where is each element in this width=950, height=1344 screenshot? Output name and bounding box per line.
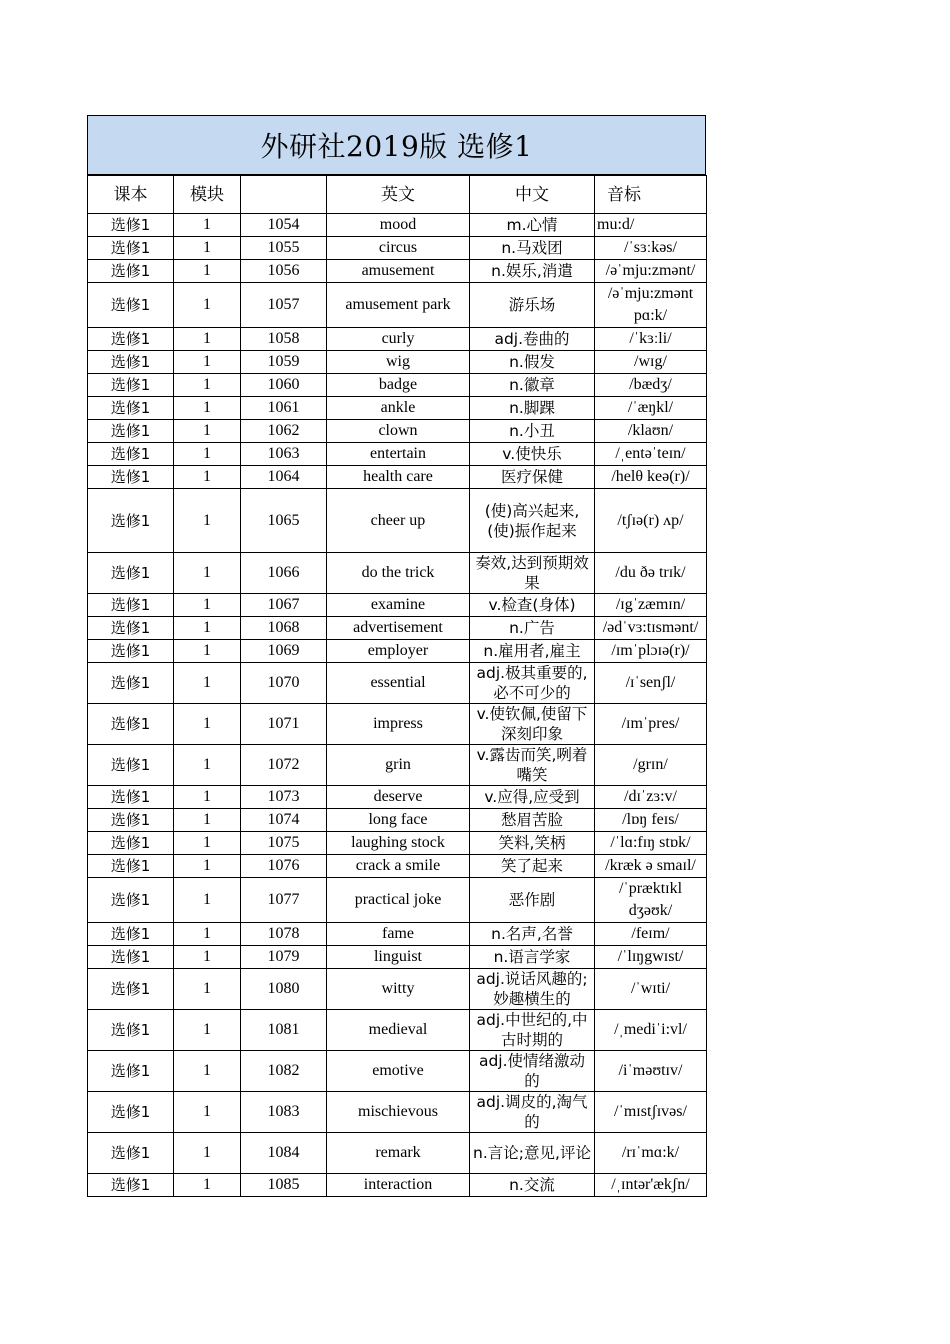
cell-module: 1 <box>174 260 241 283</box>
cell-course: 选修1 <box>88 283 174 328</box>
cell-english: curly <box>327 328 470 351</box>
cell-phonetic: /wɪg/ <box>595 351 707 374</box>
cell-id: 1073 <box>241 786 327 809</box>
cell-id: 1083 <box>241 1092 327 1133</box>
cell-course: 选修1 <box>88 640 174 663</box>
cell-course: 选修1 <box>88 663 174 704</box>
cell-chinese: n.名声,名誉 <box>470 923 595 946</box>
cell-phonetic: /klaʊn/ <box>595 420 707 443</box>
cell-course: 选修1 <box>88 745 174 786</box>
cell-course: 选修1 <box>88 704 174 745</box>
cell-id: 1076 <box>241 855 327 878</box>
table-row <box>88 328 707 351</box>
cell-id: 1080 <box>241 969 327 1010</box>
cell-english: clown <box>327 420 470 443</box>
cell-phonetic: /ˌɪntər'ækʃn/ <box>595 1174 707 1197</box>
cell-phonetic: /grɪn/ <box>595 745 707 786</box>
cell-module: 1 <box>174 1092 241 1133</box>
cell-phonetic: /əˈmju:zmənt pɑ:k/ <box>595 283 707 328</box>
cell-english: circus <box>327 237 470 260</box>
cell-module: 1 <box>174 443 241 466</box>
cell-phonetic: /ˈpræktɪkl dʒəʊk/ <box>595 878 707 923</box>
header-module: 模块 <box>174 176 241 214</box>
cell-id: 1054 <box>241 214 327 237</box>
cell-module: 1 <box>174 745 241 786</box>
cell-phonetic: mu:d/ <box>595 214 707 237</box>
cell-english: remark <box>327 1133 470 1174</box>
cell-chinese: adj.调皮的,淘气的 <box>470 1092 595 1133</box>
cell-module: 1 <box>174 1174 241 1197</box>
cell-phonetic: /bædʒ/ <box>595 374 707 397</box>
cell-chinese: v.检查(身体) <box>470 594 595 617</box>
cell-english: advertisement <box>327 617 470 640</box>
cell-module: 1 <box>174 1133 241 1174</box>
cell-english: mood <box>327 214 470 237</box>
cell-course: 选修1 <box>88 553 174 594</box>
cell-module: 1 <box>174 617 241 640</box>
cell-id: 1075 <box>241 832 327 855</box>
table-row <box>88 443 707 466</box>
table-row <box>88 923 707 946</box>
cell-phonetic: /rɪˈmɑ:k/ <box>595 1133 707 1174</box>
cell-id: 1069 <box>241 640 327 663</box>
cell-english: deserve <box>327 786 470 809</box>
cell-module: 1 <box>174 397 241 420</box>
cell-chinese: n.语言学家 <box>470 946 595 969</box>
cell-id: 1060 <box>241 374 327 397</box>
cell-phonetic: /ˈwɪti/ <box>595 969 707 1010</box>
cell-module: 1 <box>174 237 241 260</box>
cell-course: 选修1 <box>88 969 174 1010</box>
cell-course: 选修1 <box>88 260 174 283</box>
cell-course: 选修1 <box>88 946 174 969</box>
cell-course: 选修1 <box>88 328 174 351</box>
cell-chinese: n.脚踝 <box>470 397 595 420</box>
cell-chinese: n.雇用者,雇主 <box>470 640 595 663</box>
cell-module: 1 <box>174 1051 241 1092</box>
cell-course: 选修1 <box>88 1051 174 1092</box>
cell-course: 选修1 <box>88 878 174 923</box>
cell-chinese: v.露齿而笑,咧着嘴笑 <box>470 745 595 786</box>
cell-id: 1071 <box>241 704 327 745</box>
cell-id: 1056 <box>241 260 327 283</box>
cell-english: amusement <box>327 260 470 283</box>
cell-id: 1077 <box>241 878 327 923</box>
cell-id: 1068 <box>241 617 327 640</box>
table-row <box>88 663 707 704</box>
header-phonetic: 音标 <box>595 176 707 214</box>
cell-phonetic: /ɪmˈplɔɪə(r)/ <box>595 640 707 663</box>
cell-phonetic: /helθ keə(r)/ <box>595 466 707 489</box>
cell-chinese: adj.说话风趣的;妙趣横生的 <box>470 969 595 1010</box>
cell-module: 1 <box>174 283 241 328</box>
cell-chinese: adj.使情绪激动的 <box>470 1051 595 1092</box>
cell-phonetic: /ˌentəˈteɪn/ <box>595 443 707 466</box>
cell-module: 1 <box>174 466 241 489</box>
cell-chinese: adj.卷曲的 <box>470 328 595 351</box>
cell-chinese: n.徽章 <box>470 374 595 397</box>
cell-id: 1079 <box>241 946 327 969</box>
cell-id: 1055 <box>241 237 327 260</box>
cell-phonetic: /əˈmju:zmənt/ <box>595 260 707 283</box>
table-row <box>88 260 707 283</box>
cell-module: 1 <box>174 786 241 809</box>
cell-phonetic: /lɒŋ feɪs/ <box>595 809 707 832</box>
cell-chinese: v.应得,应受到 <box>470 786 595 809</box>
cell-english: wig <box>327 351 470 374</box>
cell-chinese: n.娱乐,消遣 <box>470 260 595 283</box>
table-row <box>88 1051 707 1092</box>
header-id <box>241 176 327 214</box>
cell-english: medieval <box>327 1010 470 1051</box>
cell-course: 选修1 <box>88 374 174 397</box>
table-row <box>88 1133 707 1174</box>
cell-chinese: 奏效,达到预期效果 <box>470 553 595 594</box>
cell-module: 1 <box>174 704 241 745</box>
cell-chinese: n.小丑 <box>470 420 595 443</box>
cell-phonetic: /ˈkɜːli/ <box>595 328 707 351</box>
cell-id: 1078 <box>241 923 327 946</box>
cell-english: amusement park <box>327 283 470 328</box>
cell-english: ankle <box>327 397 470 420</box>
table-row <box>88 214 707 237</box>
table-row <box>88 466 707 489</box>
cell-chinese: 游乐场 <box>470 283 595 328</box>
table-row <box>88 946 707 969</box>
cell-course: 选修1 <box>88 594 174 617</box>
cell-id: 1072 <box>241 745 327 786</box>
cell-id: 1059 <box>241 351 327 374</box>
cell-module: 1 <box>174 878 241 923</box>
table-body <box>88 214 707 1197</box>
cell-english: badge <box>327 374 470 397</box>
table-row <box>88 489 707 553</box>
cell-id: 1070 <box>241 663 327 704</box>
cell-course: 选修1 <box>88 420 174 443</box>
cell-chinese: 恶作剧 <box>470 878 595 923</box>
cell-phonetic: /iˈməʊtɪv/ <box>595 1051 707 1092</box>
cell-chinese: adj.极其重要的,必不可少的 <box>470 663 595 704</box>
cell-english: mischievous <box>327 1092 470 1133</box>
cell-module: 1 <box>174 855 241 878</box>
cell-module: 1 <box>174 328 241 351</box>
cell-english: laughing stock <box>327 832 470 855</box>
table-row <box>88 553 707 594</box>
cell-id: 1057 <box>241 283 327 328</box>
table-row <box>88 704 707 745</box>
cell-english: witty <box>327 969 470 1010</box>
cell-phonetic: /ˈlɑ:fɪŋ stɒk/ <box>595 832 707 855</box>
cell-english: interaction <box>327 1174 470 1197</box>
cell-chinese: n.交流 <box>470 1174 595 1197</box>
cell-id: 1066 <box>241 553 327 594</box>
table-row <box>88 420 707 443</box>
table-row <box>88 786 707 809</box>
cell-phonetic: /tʃɪə(r) ʌp/ <box>595 489 707 553</box>
vocabulary-table <box>87 175 707 1197</box>
cell-module: 1 <box>174 351 241 374</box>
table-row <box>88 351 707 374</box>
cell-course: 选修1 <box>88 351 174 374</box>
cell-id: 1067 <box>241 594 327 617</box>
cell-english: grin <box>327 745 470 786</box>
cell-english: impress <box>327 704 470 745</box>
cell-phonetic: /du ðə trɪk/ <box>595 553 707 594</box>
cell-phonetic: /ɪmˈpres/ <box>595 704 707 745</box>
cell-course: 选修1 <box>88 1010 174 1051</box>
cell-id: 1074 <box>241 809 327 832</box>
table-row <box>88 855 707 878</box>
table-row <box>88 809 707 832</box>
cell-chinese: n.马戏团 <box>470 237 595 260</box>
cell-module: 1 <box>174 214 241 237</box>
cell-module: 1 <box>174 374 241 397</box>
table-row <box>88 745 707 786</box>
cell-module: 1 <box>174 640 241 663</box>
cell-english: practical joke <box>327 878 470 923</box>
cell-english: linguist <box>327 946 470 969</box>
cell-chinese: v.使钦佩,使留下深刻印象 <box>470 704 595 745</box>
cell-course: 选修1 <box>88 466 174 489</box>
cell-phonetic: /ɪˈsenʃl/ <box>595 663 707 704</box>
cell-phonetic: /ˈsɜːkəs/ <box>595 237 707 260</box>
cell-course: 选修1 <box>88 214 174 237</box>
cell-module: 1 <box>174 969 241 1010</box>
cell-english: emotive <box>327 1051 470 1092</box>
table-row <box>88 617 707 640</box>
cell-english: cheer up <box>327 489 470 553</box>
table-row <box>88 640 707 663</box>
header-course: 课本 <box>88 176 174 214</box>
cell-english: examine <box>327 594 470 617</box>
cell-module: 1 <box>174 663 241 704</box>
cell-course: 选修1 <box>88 443 174 466</box>
cell-course: 选修1 <box>88 786 174 809</box>
cell-english: fame <box>327 923 470 946</box>
cell-id: 1085 <box>241 1174 327 1197</box>
cell-english: do the trick <box>327 553 470 594</box>
cell-module: 1 <box>174 832 241 855</box>
cell-course: 选修1 <box>88 237 174 260</box>
cell-module: 1 <box>174 553 241 594</box>
cell-chinese: 笑料,笑柄 <box>470 832 595 855</box>
cell-phonetic: /ˈmɪstʃɪvəs/ <box>595 1092 707 1133</box>
cell-english: crack a smile <box>327 855 470 878</box>
cell-phonetic: /ɪgˈzæmɪn/ <box>595 594 707 617</box>
cell-course: 选修1 <box>88 489 174 553</box>
cell-english: long face <box>327 809 470 832</box>
table-row <box>88 1010 707 1051</box>
cell-course: 选修1 <box>88 832 174 855</box>
cell-chinese: 医疗保健 <box>470 466 595 489</box>
cell-chinese: n.言论;意见,评论 <box>470 1133 595 1174</box>
cell-course: 选修1 <box>88 809 174 832</box>
cell-course: 选修1 <box>88 1174 174 1197</box>
cell-id: 1064 <box>241 466 327 489</box>
cell-course: 选修1 <box>88 617 174 640</box>
cell-phonetic: /feɪm/ <box>595 923 707 946</box>
cell-id: 1061 <box>241 397 327 420</box>
cell-chinese: 笑了起来 <box>470 855 595 878</box>
table-row <box>88 969 707 1010</box>
sheet-title: 外研社2019版 选修1 <box>87 115 706 175</box>
cell-english: employer <box>327 640 470 663</box>
cell-phonetic: /dɪˈzɜ:v/ <box>595 786 707 809</box>
cell-english: health care <box>327 466 470 489</box>
cell-english: essential <box>327 663 470 704</box>
cell-module: 1 <box>174 923 241 946</box>
cell-module: 1 <box>174 420 241 443</box>
cell-english: entertain <box>327 443 470 466</box>
cell-module: 1 <box>174 1010 241 1051</box>
cell-id: 1084 <box>241 1133 327 1174</box>
cell-module: 1 <box>174 489 241 553</box>
cell-phonetic: /ˌmediˈi:vl/ <box>595 1010 707 1051</box>
cell-module: 1 <box>174 946 241 969</box>
cell-module: 1 <box>174 594 241 617</box>
table-row <box>88 1174 707 1197</box>
cell-chinese: m.心情 <box>470 214 595 237</box>
table-row <box>88 237 707 260</box>
cell-chinese: v.使快乐 <box>470 443 595 466</box>
cell-phonetic: /ˈæŋkl/ <box>595 397 707 420</box>
cell-phonetic: /kræk ə smaɪl/ <box>595 855 707 878</box>
cell-chinese: n.广告 <box>470 617 595 640</box>
cell-course: 选修1 <box>88 1092 174 1133</box>
cell-module: 1 <box>174 809 241 832</box>
cell-chinese: 愁眉苦脸 <box>470 809 595 832</box>
table-row <box>88 878 707 923</box>
table-row <box>88 374 707 397</box>
header-row <box>88 176 707 214</box>
table-row <box>88 283 707 328</box>
cell-id: 1062 <box>241 420 327 443</box>
cell-course: 选修1 <box>88 397 174 420</box>
table-row <box>88 832 707 855</box>
header-english: 英文 <box>327 176 470 214</box>
cell-course: 选修1 <box>88 855 174 878</box>
table-row <box>88 397 707 420</box>
cell-id: 1063 <box>241 443 327 466</box>
vocabulary-sheet <box>87 115 706 1197</box>
cell-chinese: n.假发 <box>470 351 595 374</box>
cell-chinese: adj.中世纪的,中古时期的 <box>470 1010 595 1051</box>
header-chinese: 中文 <box>470 176 595 214</box>
cell-course: 选修1 <box>88 1133 174 1174</box>
cell-id: 1082 <box>241 1051 327 1092</box>
cell-chinese: (使)高兴起来,(使)振作起来 <box>470 489 595 553</box>
cell-phonetic: /ˈlɪŋgwɪst/ <box>595 946 707 969</box>
cell-id: 1058 <box>241 328 327 351</box>
cell-id: 1065 <box>241 489 327 553</box>
cell-course: 选修1 <box>88 923 174 946</box>
table-row <box>88 1092 707 1133</box>
cell-id: 1081 <box>241 1010 327 1051</box>
table-row <box>88 594 707 617</box>
cell-phonetic: /ədˈvɜ:tɪsmənt/ <box>595 617 707 640</box>
